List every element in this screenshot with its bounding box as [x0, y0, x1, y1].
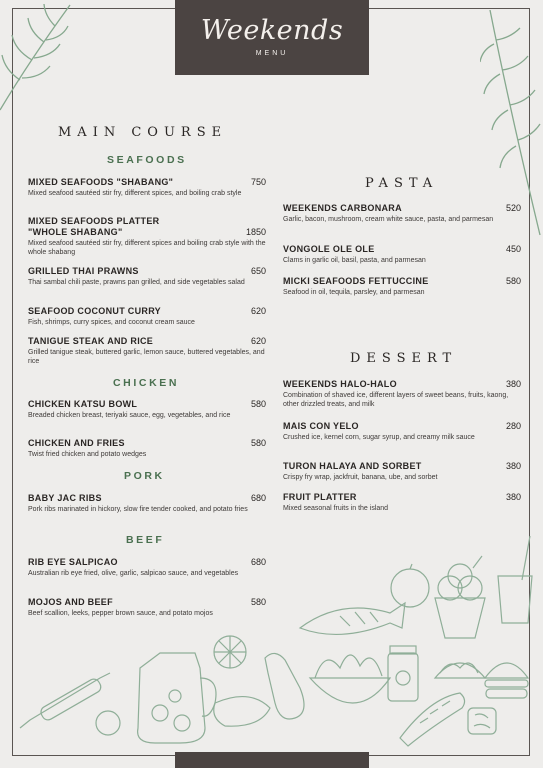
item-description: Fish, shrimps, curry spices, and coconut cream sauce	[28, 319, 195, 326]
item-name: MIXED SEAFOODS PLATTER	[28, 216, 160, 226]
item-description: Garlic, bacon, mushroom, cream white sauce, pasta, and parmesan	[283, 216, 494, 223]
item-price: 380	[505, 379, 521, 389]
menu-item	[283, 379, 521, 409]
item-name: CHICKEN KATSU BOWL	[28, 399, 138, 409]
item-price: 620	[250, 336, 266, 346]
menu-item	[283, 203, 521, 224]
menu-item	[28, 177, 266, 198]
item-name: VONGOLE OLE OLE	[283, 244, 375, 254]
seafoods-heading: SEAFOODS	[107, 154, 187, 166]
item-price: 680	[250, 493, 266, 503]
item-description: Grilled tanigue steak, buttered garlic, lemon sauce, buttered vegetables, and rice	[28, 349, 265, 365]
chicken-heading: CHICKEN	[113, 377, 180, 389]
menu-item	[283, 492, 521, 513]
item-name: GRILLED THAI PRAWNS	[28, 266, 139, 276]
menu-item	[28, 216, 266, 257]
main-course-title: MAIN COURSE	[58, 125, 228, 140]
food-doodle-icon	[10, 528, 535, 753]
leaf-branch-icon	[0, 0, 80, 120]
item-price: 580	[250, 597, 266, 607]
item-description: Pork ribs marinated in hickory, slow fire tender cooked, and potato fries	[28, 506, 248, 513]
menu-item	[28, 336, 266, 366]
item-description: Beef scallion, leeks, pepper brown sauce, and potato mojos	[28, 610, 213, 617]
item-price: 520	[505, 203, 521, 213]
item-price: 580	[250, 399, 266, 409]
item-price: 680	[250, 557, 266, 567]
item-description: Combination of shaved ice, different layers of sweet beans, fruits, kaong, other drizzled treats, and milk	[283, 392, 509, 408]
item-name: WEEKENDS HALO-HALO	[283, 379, 397, 389]
menu-item	[283, 276, 521, 297]
item-description: Clams in garlic oil, basil, pasta, and parmesan	[283, 257, 426, 264]
menu-item	[28, 438, 266, 459]
item-name: MIXED SEAFOODS "SHABANG"	[28, 177, 174, 187]
menu-item	[28, 266, 266, 287]
item-description: Australian rib eye fried, olive, garlic, salpicao sauce, and vegetables	[28, 570, 239, 577]
item-name: MOJOS AND BEEF	[28, 597, 113, 607]
item-description: Mixed seafood sautéed stir fry, different spices and boiling crab style with the whole shabang	[28, 240, 266, 256]
dessert-title: DESSERT	[350, 351, 458, 366]
item-name: BABY JAC RIBS	[28, 493, 102, 503]
pasta-title: PASTA	[365, 176, 439, 191]
item-name: TURON HALAYA AND SORBET	[283, 461, 422, 471]
item-name: TANIGUE STEAK AND RICE	[28, 336, 154, 346]
menu-item	[28, 493, 266, 514]
item-price: 580	[505, 276, 521, 286]
item-price: 620	[250, 306, 266, 316]
item-description: Mixed seafood sautéed stir fry, different spices, and boiling crab style	[28, 190, 242, 197]
item-price: 280	[505, 421, 521, 431]
item-price: 750	[250, 177, 266, 187]
menu-item	[28, 306, 266, 327]
brand-bottom-bar	[175, 752, 369, 768]
item-name: SEAFOOD COCONUT CURRY	[28, 306, 161, 316]
item-price: 380	[505, 461, 521, 471]
item-description: Thai sambal chili paste, prawns pan grilled, and side vegetables salad	[28, 279, 245, 286]
item-name: WEEKENDS CARBONARA	[283, 203, 402, 213]
brand-header	[175, 0, 369, 75]
item-description: Breaded chicken breast, teriyaki sauce, egg, vegetables, and rice	[28, 412, 231, 419]
item-name: MICKI SEAFOODS FETTUCCINE	[283, 276, 429, 286]
item-name: FRUIT PLATTER	[283, 492, 357, 502]
item-name: CHICKEN AND FRIES	[28, 438, 125, 448]
item-price: 450	[505, 244, 521, 254]
item-price: 1850	[245, 227, 266, 237]
item-description: Crispy fry wrap, jackfruit, banana, ube, and sorbet	[283, 474, 438, 481]
brand-subtitle: MENU	[255, 50, 289, 57]
brand-logo: Weekends	[200, 15, 344, 46]
item-name-line2: "WHOLE SHABANG"	[28, 227, 123, 237]
item-description: Seafood in oil, tequila, parsley, and parmesan	[283, 289, 425, 296]
item-price: 580	[250, 438, 266, 448]
item-description: Mixed seasonal fruits in the island	[283, 505, 389, 512]
item-price: 650	[250, 266, 266, 276]
menu-item	[283, 421, 521, 442]
menu-item	[283, 244, 521, 265]
item-price: 380	[505, 492, 521, 502]
menu-item	[28, 399, 266, 420]
item-description: Twist fried chicken and potato wedges	[28, 451, 147, 458]
pork-heading: PORK	[124, 470, 165, 482]
item-name: MAIS CON YELO	[283, 421, 359, 431]
item-description: Crushed ice, kernel corn, sugar syrup, and creamy milk sauce	[283, 434, 475, 441]
menu-item	[283, 461, 521, 482]
item-name: RIB EYE SALPICAO	[28, 557, 118, 567]
beef-heading: BEEF	[126, 534, 165, 546]
